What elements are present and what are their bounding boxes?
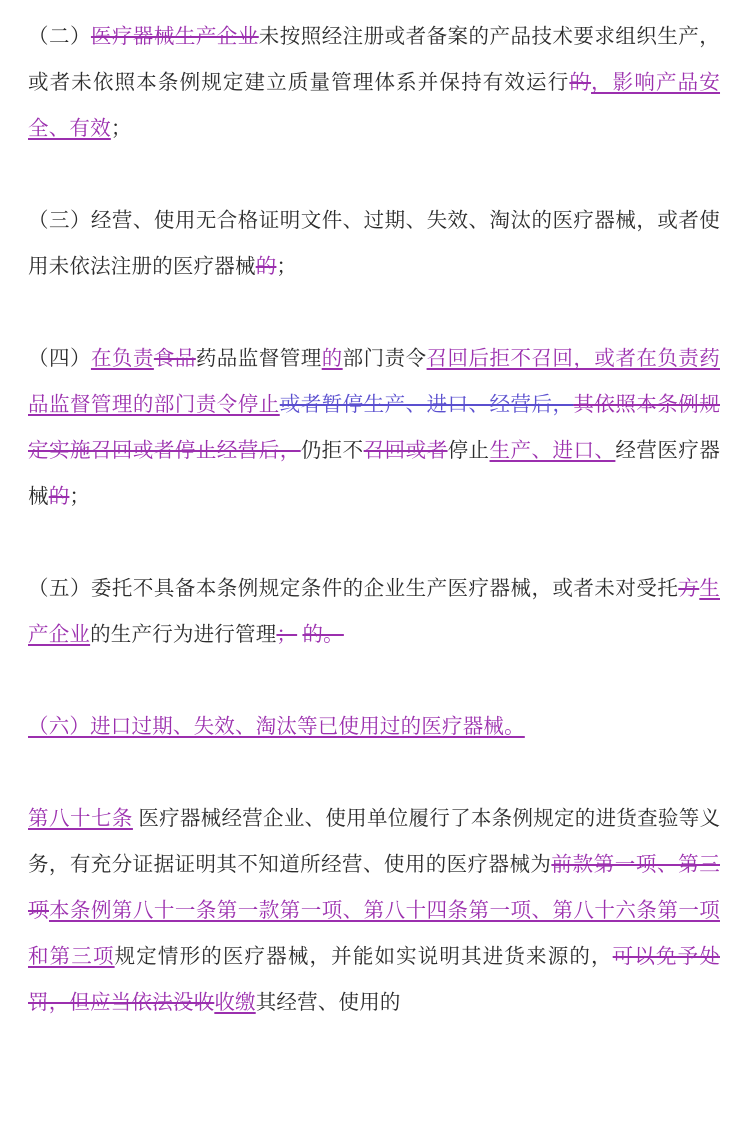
paragraph-clause-six (28, 704, 720, 750)
run-text: （二） (28, 26, 91, 48)
paragraph-spacer (28, 152, 720, 198)
run-text: 仍拒不 (300, 440, 364, 462)
run-text: ； (110, 118, 132, 140)
paragraph-spacer (28, 290, 720, 336)
inserted-text: 生产企业 (28, 578, 720, 646)
deleted-text: 的。 (302, 624, 344, 646)
run-text: 其经营、使用的 (255, 992, 401, 1014)
deleted-text: 医疗器械生产企业 (90, 26, 259, 48)
paragraph-clause-five (28, 566, 720, 658)
deleted-text: 的 (569, 72, 592, 94)
paragraph-spacer (28, 658, 720, 704)
run-text: （三）经营、使用无合格证明文件、过期、失效、淘汰的医疗器械，或者使用未依法注册的医疗器械 (28, 210, 720, 278)
inserted-text: 的 (321, 348, 343, 370)
run-text: 的生产行为进行管理 (90, 624, 277, 646)
inserted-text: 生产、进口、 (489, 440, 616, 462)
run-text: 部门责令 (342, 348, 427, 370)
paragraph-article-87 (28, 796, 720, 1026)
run-text: （四） (28, 348, 91, 370)
run-text: 规定情形的医疗器械，并能如实说明其进货来源的， (114, 946, 613, 968)
run-text: 医疗器械经营企业、使用单位履行了本条例规定的进货查验等义务，有充分证据证明其不知道所经营、使用的医疗器械为 (28, 808, 720, 876)
paragraph-clause-two (28, 14, 720, 152)
paragraph-clause-three (28, 198, 720, 290)
inserted-text: ，影响产品安全、有效 (28, 72, 721, 140)
run-text: 经营医疗器械 (28, 440, 721, 508)
deleted-text: 食品 (153, 348, 196, 370)
run-text: 药品监督管理 (195, 348, 322, 370)
run-text: （五）委托不具备本条例规定条件的企业生产医疗器械，或者未对受托 (28, 578, 679, 600)
deleted-text: 的 (255, 256, 277, 278)
deleted-text: 或者暂停生产、进口、经营后， (279, 394, 574, 416)
paragraph-spacer (28, 750, 720, 796)
run-text: 未按照经注册或者备案的产品技术要求组织生产，或者未依照本条例规定建立质量管理体系并保持有效运行 (28, 26, 720, 94)
inserted-text: 召回后拒不召回，或者在负责药品监督管理的部门责令停止 (28, 348, 720, 416)
paragraph-clause-four (28, 336, 720, 520)
inserted-text: （六）进口过期、失效、淘汰等已使用过的医疗器械。 (28, 716, 525, 738)
inserted-text: 在负责 (90, 348, 154, 370)
article-number: 第八十七条 (28, 808, 133, 830)
deleted-text: ； (276, 624, 298, 646)
run-text: ； (69, 486, 91, 508)
inserted-text: 本条例第八十一条第一款第一项、第八十四条第一项、第八十六条第一项和第三项 (28, 900, 720, 968)
deleted-text: 方 (678, 578, 700, 600)
run-text: ； (276, 256, 298, 278)
deleted-text: 可以免予处罚，但应当依法没收 (28, 946, 720, 1014)
deleted-text: 前款第一项、第三项 (28, 854, 720, 922)
run-text: 停止 (447, 440, 490, 462)
paragraph-spacer (28, 520, 720, 566)
deleted-text: 的 (48, 486, 70, 508)
deleted-text: 其依照本条例规定实施召回或者停止经营后， (28, 394, 720, 462)
deleted-text: 召回或者 (363, 440, 448, 462)
inserted-text: 收缴 (214, 992, 256, 1014)
